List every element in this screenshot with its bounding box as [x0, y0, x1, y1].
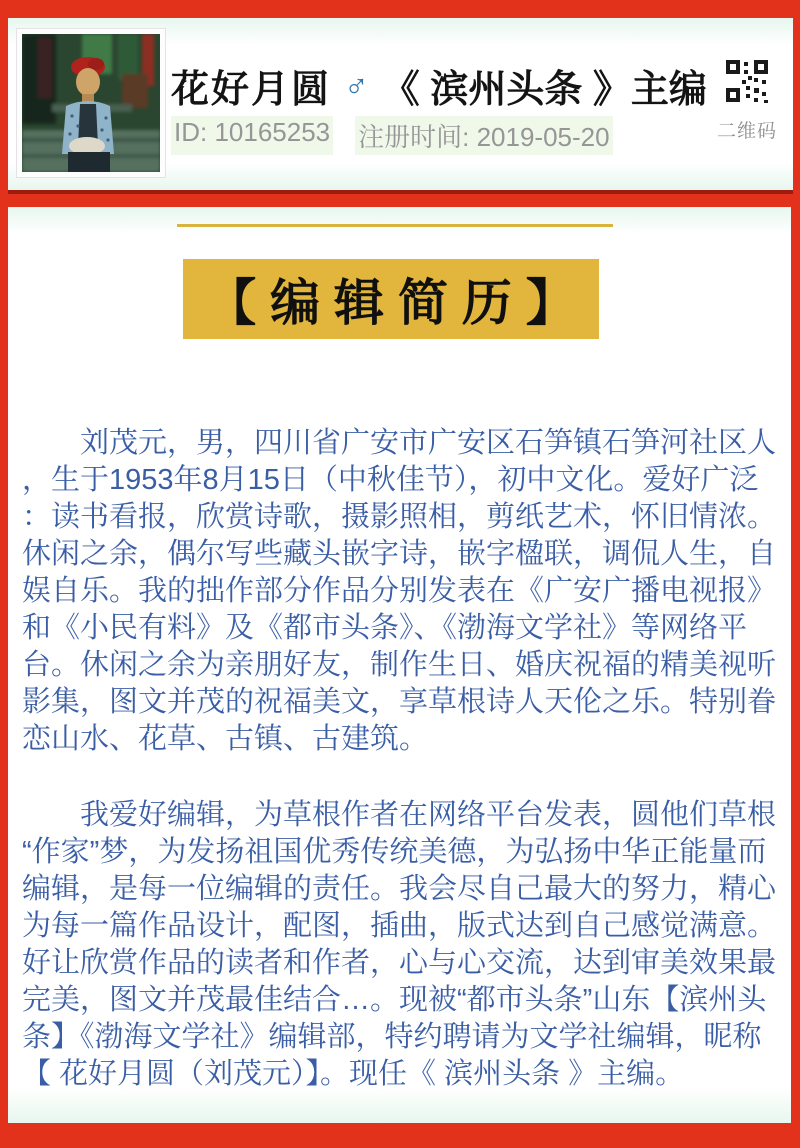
resume-line: 影集，图文并茂的祝福美文，享草根诗人天伦之乐。特别眷 — [22, 686, 777, 718]
resume-line: “作家”梦，为发扬祖国优秀传统美德，为弘扬中华正能量而 — [22, 836, 767, 868]
qr-code-icon — [724, 58, 770, 104]
resume-line: 和《小民有料》及《都市头条》、《渤海文学社》等网络平 — [22, 612, 748, 644]
profile-header-card — [8, 18, 793, 194]
resume-line: 娱自乐。我的拙作部分作品分别发表在《广安广播电视报》 — [22, 575, 777, 607]
resume-line: 完美，图文并茂最佳结合…。现被“都市头条”山东【滨州头 — [22, 984, 767, 1016]
resume-line: 条】《渤海文学社》编辑部，特约聘请为文学社编辑，昵称 — [22, 1021, 762, 1053]
resume-line: 好让欣赏作品的读者和作者，心与心交流，达到审美效果最 — [22, 947, 777, 979]
user-role-title: 《 滨州头条 》主编 — [381, 68, 707, 111]
profile-name-row — [171, 62, 707, 111]
male-gender-icon: ♂ — [344, 66, 369, 103]
resume-line: 刘茂元，男，四川省广安市广安区石笋镇石笋河社区人 — [22, 427, 777, 459]
resume-line: 【 花好月圆（刘茂元）】。现任《 滨州头条 》主编。 — [22, 1058, 685, 1090]
resume-line: 台。休闲之余为亲朋好友，制作生日、婚庆祝福的精美视听 — [22, 649, 777, 681]
resume-paragraph-2 — [22, 797, 784, 1093]
resume-line: 恋山水、花草、古镇、古建筑。 — [22, 723, 429, 755]
qr-code-block[interactable] — [716, 58, 778, 143]
resume-paragraph-1 — [22, 425, 784, 758]
username: 花好月圆 — [171, 68, 332, 111]
resume-line: 休闲之余，偶尔写些藏头嵌字诗，嵌字楹联，调侃人生，自 — [22, 538, 777, 570]
resume-banner-title: 【 编 辑 简 历 】 — [183, 259, 599, 339]
profile-meta-row — [171, 116, 613, 155]
user-id: ID: 10165253 — [171, 116, 333, 155]
resume-line: ，生于1953年8月15日（中秋佳节），初中文化。爱好广泛 — [22, 464, 759, 496]
avatar-image — [22, 34, 160, 172]
resume-card — [8, 207, 791, 1123]
resume-line: 我爱好编辑，为草根作者在网络平台发表，圆他们草根 — [22, 799, 777, 831]
resume-line: ：读书看报，欣赏诗歌，摄影照相，剪纸艺术，怀旧情浓。 — [22, 501, 777, 533]
gold-divider-line — [177, 224, 613, 227]
resume-line: 为每一篇作品设计，配图，插曲，版式达到自己感觉满意。 — [22, 910, 777, 942]
qr-code-label: 二维码 — [716, 121, 777, 142]
resume-line: 编辑，是每一位编辑的责任。我会尽自己最大的努力，精心 — [22, 873, 777, 905]
avatar[interactable] — [16, 28, 166, 178]
registration-date: 注册时间: 2019-05-20 — [355, 116, 612, 155]
